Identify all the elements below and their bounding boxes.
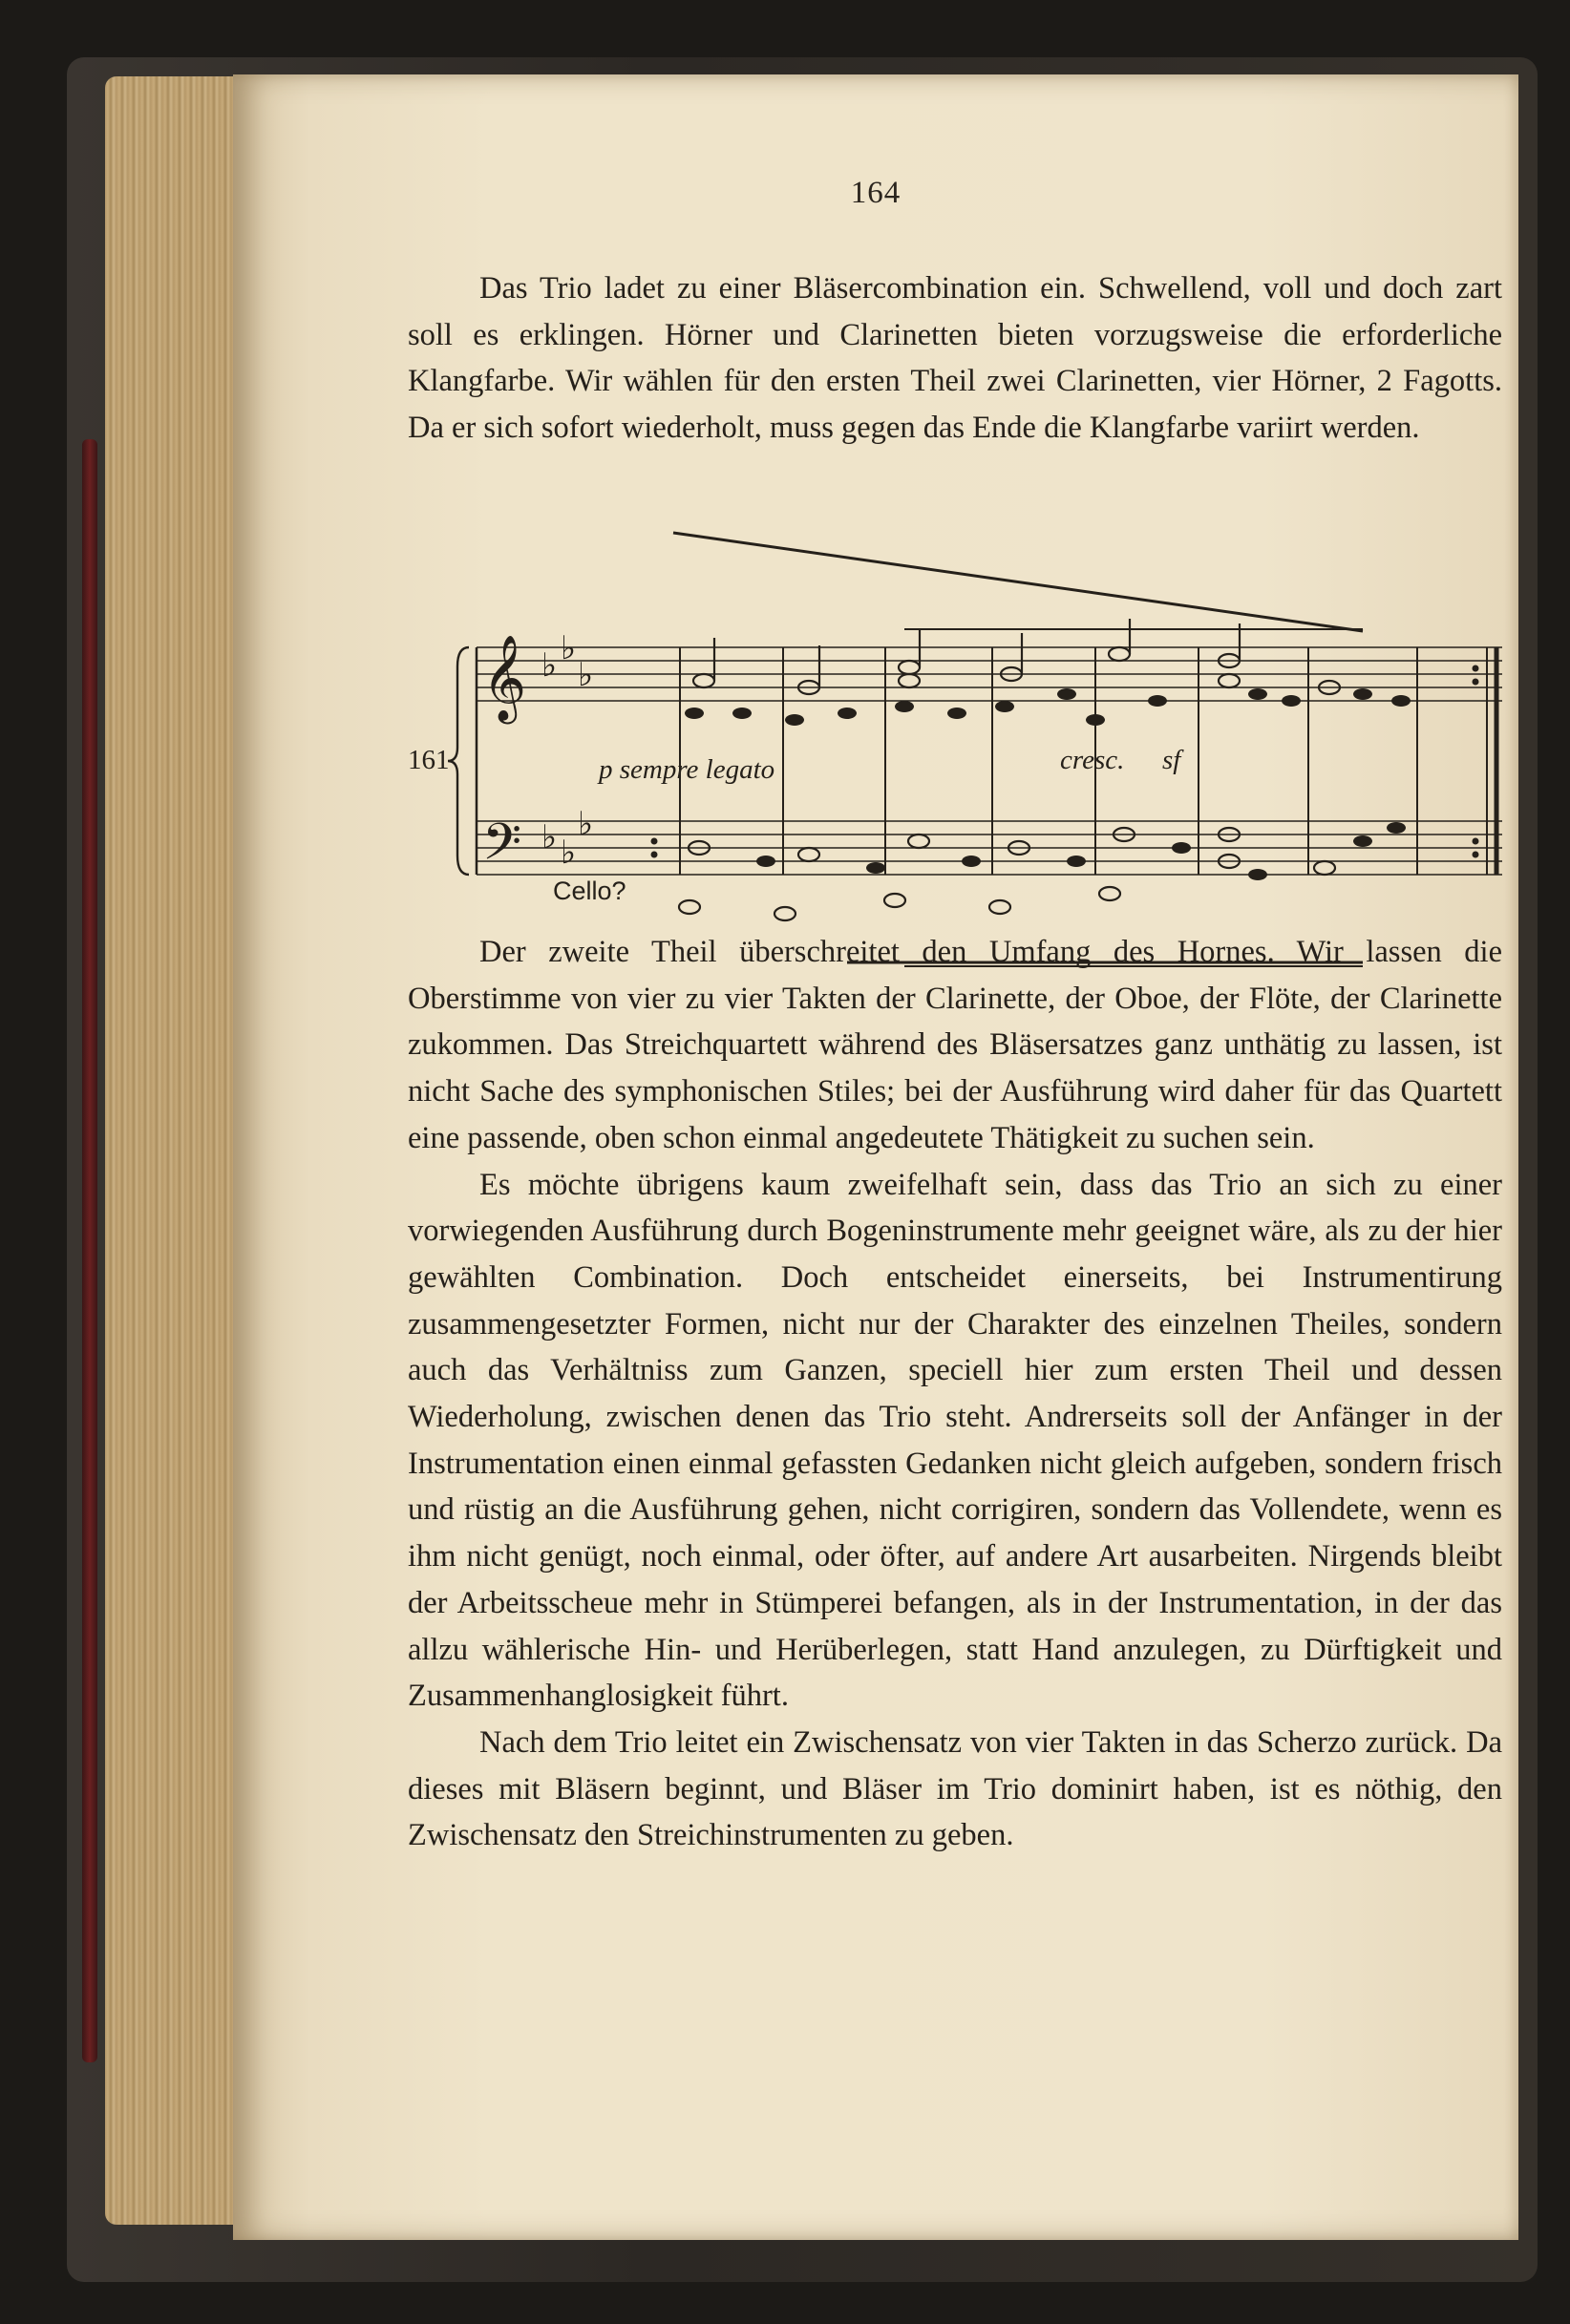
book-spine-edge xyxy=(82,439,97,2062)
cello-label: Cello? xyxy=(553,877,626,905)
svg-text:♭: ♭ xyxy=(561,629,577,667)
svg-text:𝄞: 𝄞 xyxy=(482,635,527,721)
dynamic-sf: sf xyxy=(1162,745,1181,775)
paragraph-interlude: Nach dem Trio leitet ein Zwischensatz von vier Takten in das Scherzo zurück. Da dieses mit Bläsern beginnt, und Bläser im Trio dominirt haben, ist es nöthig, den Zwischensatz den Streichinstrumenten zu geben. xyxy=(408,1724,1502,1853)
music-example xyxy=(408,533,1502,905)
paragraph-trio-intro: Das Trio ladet zu einer Bläsercombination ein. Schwellend, voll und doch zart soll es erklingen. Hörner und Clarinetten bieten vorzugsweise die erforderliche Klangfarbe. Wir wählen für den ersten Theil zwei Clarinetten, vier Hörner, 2 Fagotts. Da er sich sofort wiederholt, muss gegen das Ende die Klangfarbe variirt werden. xyxy=(408,271,1502,446)
paragraph-second-part: Der zweite Theil überschreitet den Umfang des Hornes. Wir lassen die Oberstimme von vier zu vier Takten der Clarinette, der Oboe, der Flöte, der Clarinette zukommen. Das Streichquartett während des Bläsersatzes ganz unthätig zu lassen, ist nicht Sache des symphonischen Stiles; bei der Ausführung wird daher für das Quartett eine passende, oben schon einmal angedeutete Thätigkeit zu suchen sein. xyxy=(408,935,1502,1155)
music-notation xyxy=(408,533,1502,896)
dynamic-cresc: cresc. xyxy=(1060,745,1125,775)
text-block-top xyxy=(408,265,1502,452)
svg-text:♭: ♭ xyxy=(578,805,594,843)
svg-text:♭: ♭ xyxy=(561,834,577,872)
svg-text:♭: ♭ xyxy=(541,646,558,685)
svg-text:♭: ♭ xyxy=(578,656,594,694)
example-number: 161 xyxy=(408,745,450,775)
svg-text:♭: ♭ xyxy=(541,818,558,856)
book-page xyxy=(233,74,1518,2240)
svg-text:𝄢: 𝄢 xyxy=(482,813,522,884)
page-number: 164 xyxy=(850,176,902,210)
text-block-bottom xyxy=(408,929,1502,1859)
dynamic-sempre-legato: p sempre legato xyxy=(599,754,775,785)
page-edge-stack xyxy=(105,76,248,2225)
paragraph-bow-instruments: Es möchte übrigens kaum zweifelhaft sein, dass das Trio an sich zu einer vorwiegenden Ausführung durch Bogeninstrumente mehr geeignet wäre, als zu der hier gewählten Combination. Doch entscheidet einerseits, bei Instrumentirung zusammengesetzter Formen, nicht nur der Charakter des einzelnen Theiles, sondern auch das Verhältniss zum Ganzen, speciell hier zum ersten Theil und dessen Wiederholung, zwischen denen das Trio steht. Andrerseits soll der Anfänger in der Instrumentation einen einmal gefassten Gedanken nicht gleich aufgeben, sondern frisch und rüstig an die Ausführung gehen, nicht corrigiren, sondern das Vollendete, wenn es ihm nicht genügt, noch einmal, oder öfter, auf andere Art ausarbeiten. Nirgends bleibt der Arbeitsscheue mehr in Stümperei befangen, als in der Instrumentation, in der das allzu wählerische Hin- und Herüberlegen, statt Hand anzulegen, zu Dürftigkeit und Zusammenhanglosigkeit führt. xyxy=(408,1167,1502,1714)
